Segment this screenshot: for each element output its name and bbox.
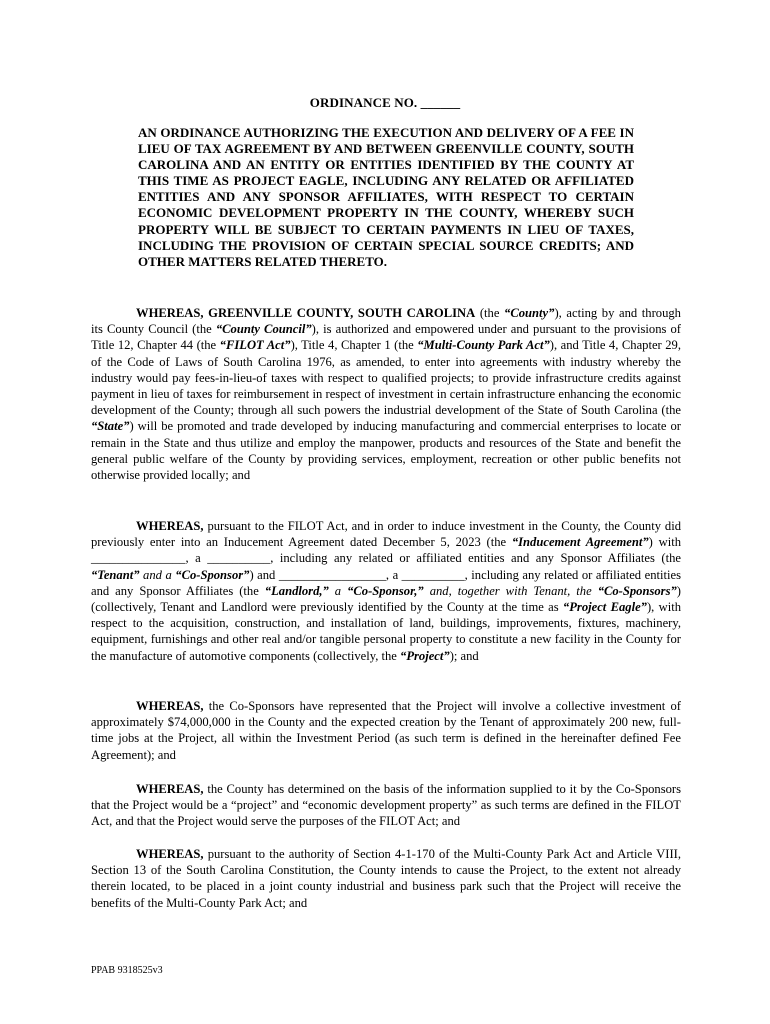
whereas-paragraph-4: WHEREAS, the County has determined on the basis of the information supplied to it by the Co-Sponsors that the Project would be a “project” and “economic development property” as such terms are defined in the FILOT Act, and that the Project would serve the purposes of the FILOT Act; and — [91, 782, 681, 829]
ordinance-title: ORDINANCE NO. ______ — [309, 95, 461, 110]
whereas-paragraph-5: WHEREAS, pursuant to the authority of Section 4-1-170 of the Multi-County Park Act and Article VIII, Section 13 of the South Carolina Constitution, the County intends to cause the Project, to the extent not already therein located, to be placed in a joint county industrial and business park such that the Project will receive the benefits of the Multi-County Park Act; and — [91, 847, 681, 910]
whereas-paragraph-3: WHEREAS, the Co-Sponsors have represented that the Project will involve a collective investment of approximately $74,000,000 in the County and the expected creation by the Tenant of approximately 200 new, full-time jobs at the Project, all within the Investment Period (as such term is defined in the hereinafter defined Fee Agreement); and — [91, 699, 681, 762]
document-footer-id: PPAB 9318525v3 — [91, 965, 163, 976]
whereas-paragraph-2: WHEREAS, pursuant to the FILOT Act, and in order to induce investment in the County, the County did previously enter into an Inducement Agreement dated December 5, 2023 (the “Inducement Agreement”) with _______________, a __________, including any related or affiliated entities and any Sponsor Affiliates (the “Tenant” and a “Co-Sponsor”) and _________________, a __________, including any related or affiliated entities and any Sponsor Affiliates (the “Landlord,” a “Co-Sponsor,” and, together with Tenant, the “Co-Sponsors”) (collectively, Tenant and Landlord were previously identified by the County at the time as “Project Eagle”), with respect to the acquisition, construction, and installation of land, buildings, improvements, fixtures, machinery, equipment, furnishings and other real and/or tangible personal property to constitute a new facility in the County for the manufacture of automotive components (collectively, the “Project”); and — [91, 519, 681, 663]
whereas-paragraph-1: WHEREAS, GREENVILLE COUNTY, SOUTH CAROLINA (the “County”), acting by and through its County Council (the “County Council”), is authorized and empowered under and pursuant to the provisions of Title 12, Chapter 44 (the “FILOT Act”), Title 4, Chapter 1 (the “Multi-County Park Act”), and Title 4, Chapter 29, of the Code of Laws of South Carolina 1976, as amended, to enter into agreements with industry whereby the industry would pay fees-in-lieu-of taxes with respect to qualified projects; to provide infrastructure credits against payment in lieu of taxes for reimbursement in respect of investment in certain infrastructure enhancing the economic development of the County; through all such powers the industrial development of the State of South Carolina (the “State”) will be promoted and trade developed by inducing manufacturing and commercial enterprises to locate or remain in the State and thus utilize and employ the manpower, products and resources of the State and benefit the general public welfare of the County by providing services, employment, recreation or other public benefits not otherwise provided locally; and — [91, 306, 681, 483]
ordinance-caption: AN ORDINANCE AUTHORIZING THE EXECUTION AND DELIVERY OF A FEE IN LIEU OF TAX AGREEMENT BY AND BETWEEN GREENVILLE COUNTY, SOUTH CAROLINA AND AN ENTITY OR ENTITIES IDENTIFIED BY THE COUNTY AT THIS TIME AS PROJECT EAGLE, INCLUDING ANY RELATED OR AFFILIATED ENTITIES AND ANY SPONSOR AFFILIATES, WITH RESPECT TO CERTAIN ECONOMIC DEVELOPMENT PROPERTY IN THE COUNTY, WHEREBY SUCH PROPERTY WILL BE SUBJECT TO CERTAIN PAYMENTS IN LIEU OF TAXES, INCLUDING THE PROVISION OF CERTAIN SPECIAL SOURCE CREDITS; AND OTHER MATTERS RELATED THERETO. — [138, 125, 634, 269]
